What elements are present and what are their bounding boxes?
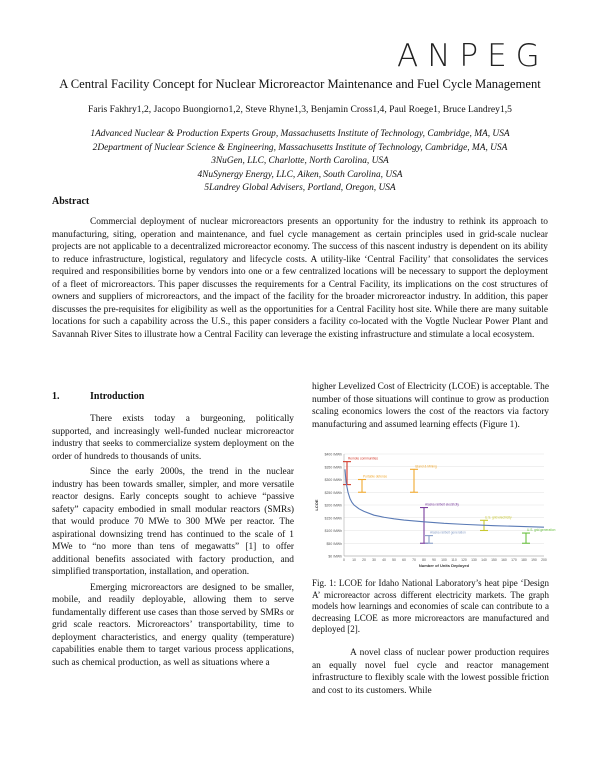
y-axis-label: LCOE	[314, 499, 319, 511]
paragraph: Since the early 2000s, the trend in the nuclear industry has been towards smaller, simpler, and more versatile reactor designs. Early concepts sought to achieve “passive safety” capacity embodied in small modular reactors (SMRs) that would produce 70 MWe to 300 MWe per reactor. The aspirational downsizing trend has continued to the scale of 1 MWe to “no more than tens of megawatts” [1] to offer additional benefits associated with factory production, and simplified transportation, installation, and operation.	[52, 467, 294, 577]
x-tick-label: 190	[531, 558, 537, 562]
affiliation: 5Landrey Global Advisers, Portland, Oregon, USA	[204, 183, 396, 193]
figure-caption: Fig. 1: LCOE for Idaho National Laboratory’s heat pipe ‘Design A’ microreactor across different electricity markets. The graph models how learnings and economies of scale can contribute to a decreasing LCOE as more microreactors are manufactured and deployed [2].	[312, 578, 549, 635]
paragraph: There exists today a burgeoning, politically supported, and increasingly well-funded nuclear microreactor industry that seeks to commercialize system deployment on the order of hundreds to thousands of units.	[52, 414, 294, 462]
x-tick-label: 60	[402, 558, 406, 562]
lcoe-chart	[312, 450, 556, 570]
market-label: Alaska railbelt generation	[430, 530, 466, 535]
section-title: Introduction	[90, 391, 145, 402]
paper-title: A Central Facility Concept for Nuclear Microreactor Maintenance and Fuel Cycle Management	[59, 77, 541, 91]
market-label: Remote communities	[348, 456, 378, 461]
x-tick-label: 130	[471, 558, 477, 562]
x-tick-label: 170	[511, 558, 517, 562]
x-tick-label: 30	[372, 558, 376, 562]
x-tick-label: 10	[352, 558, 356, 562]
section-heading	[52, 391, 144, 402]
intro-right-column-continued	[312, 647, 549, 697]
x-tick-label: 180	[521, 558, 527, 562]
section-number: 1.	[52, 391, 60, 402]
x-tick-label: 160	[501, 558, 507, 562]
x-tick-label: 150	[491, 558, 497, 562]
x-tick-label: 0	[343, 558, 345, 562]
x-tick-label: 120	[461, 558, 467, 562]
y-tick-label: $200 /MWh	[324, 503, 342, 508]
affiliation: 4NuSynergy Energy, LLC, Aiken, South Carolina, USA	[197, 169, 403, 180]
affiliation: 1Advanced Nuclear & Production Experts Group, Massachusetts Institute of Technology, Cambridge, MA, USA	[90, 129, 510, 139]
affiliation: 2Department of Nuclear Science & Engineering, Massachusetts Institute of Technology, Cambridge, MA, USA	[92, 142, 508, 153]
x-tick-label: 70	[412, 558, 416, 562]
x-tick-label: 100	[441, 558, 447, 562]
x-tick-label: 50	[392, 558, 396, 562]
y-tick-label: $400 /MWh	[324, 452, 342, 457]
x-axis-label: Number of Units Deployed	[418, 563, 470, 568]
y-tick-label: $150 /MWh	[324, 516, 342, 521]
intro-right-column	[312, 381, 549, 431]
author-list: Faris Fakhry1,2, Jacopo Buongiorno1,2, Steve Rhyne1,3, Benjamin Cross1,4, Paul Roege1, Bruce Landrey1,5	[88, 104, 512, 115]
x-tick-label: 110	[451, 558, 457, 562]
y-tick-label: $250 /MWh	[324, 490, 342, 495]
y-tick-label: $100 /MWh	[324, 529, 342, 533]
x-tick-label: 80	[422, 558, 426, 562]
affiliations	[0, 128, 600, 196]
paragraph: higher Levelized Cost of Electricity (LCOE) is acceptable. The number of those situations will continue to grow as production scaling economics lowers the cost of the reactors via factory manufacturing and assumed learning effects (Figure 1).	[312, 382, 549, 430]
x-tick-label: 200	[541, 558, 547, 562]
paragraph: Emerging microreactors are designed to be smaller, mobile, and readily deployable, allowing them to serve fundamentally different use cases than those served by SMRs or grid scale reactors. Microreactors’ transportability, time to deployment characteristics, and energy quality (temperature) capabilities enable them to target various process applications, such as chemical production, as well as situations where a	[52, 582, 294, 668]
x-tick-label: 40	[382, 558, 386, 562]
y-tick-label: $0 /MWh	[328, 554, 342, 559]
market-label: U.S. grid generation	[527, 528, 556, 533]
abstract-text: Commercial deployment of nuclear microreactors presents an opportunity for the industry to rethink its approach to manufacturing, siting, operation and maintenance, and fuel cycle management as certain principles used in grid-scale nuclear projects are not applicable to a decentralized microreactor economy. The success of this nascent industry is dependent on its ability to reduce infrastructure, logistical, regulatory and lifecycle costs. A utility-like ‘Central Facility’ that consolidates the services required and responsibilities borne by vendors into one or a few centralized locations will be necessary to support the deployment of a fleet of microreactors. This paper discusses the requirements for a Central Facility, its implications on the cost structures of owners and suppliers of microreactors, and the impact of the facility for the broader microreactor industry. In addition, this paper discusses the pre-requisites for eligibility as well as the opportunities for a Central Facility host site. While there are many suitable locations for such a capability across the U.S., this paper considers a facility co-located with the Vogtle Nuclear Power Plant and Savannah River Sites to illustrate how a Central Facility can leverage the existing infrastructure and stimulate a local ecosystem.	[52, 217, 548, 340]
anpeg-logo: ANPEG	[397, 38, 549, 74]
x-tick-label: 20	[362, 558, 366, 562]
market-label: Island & Mining	[415, 464, 437, 469]
abstract-heading: Abstract	[52, 196, 90, 207]
intro-left-column	[52, 413, 294, 672]
market-label: Portable defense	[363, 474, 388, 479]
market-label: U.S. grid electricity	[485, 515, 512, 520]
x-tick-label: 140	[481, 558, 487, 562]
market-label: Alaska railbelt electricity	[425, 502, 460, 507]
x-tick-label: 90	[432, 558, 436, 562]
affiliation: 3NuGen, LLC, Charlotte, North Carolina, USA	[211, 156, 389, 166]
y-tick-label: $50 /MWh	[326, 541, 342, 546]
y-tick-label: $300 /MWh	[324, 478, 342, 482]
y-tick-label: $350 /MWh	[324, 465, 342, 470]
paragraph: A novel class of nuclear power production requires an equally novel fuel cycle and reactor management infrastructure to flexibly scale with the lowest possible friction and cost to its customers. While	[312, 648, 549, 696]
